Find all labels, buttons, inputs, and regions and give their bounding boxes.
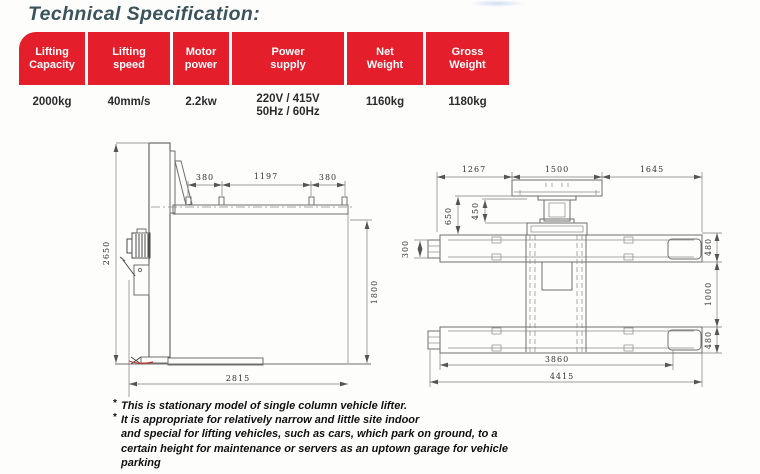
header-label: Weight bbox=[366, 58, 404, 71]
header-label: Net bbox=[376, 45, 394, 58]
header-label: Motor bbox=[185, 45, 217, 58]
dim-ramp: 300 bbox=[401, 239, 410, 259]
dim-offset-b: 450 bbox=[471, 201, 480, 221]
dim-stop-right: 380 bbox=[318, 173, 338, 182]
value-label: 40mm/s bbox=[107, 96, 151, 108]
note-line bbox=[113, 456, 508, 470]
note-text: and special for lifting vehicles, such as cars, which park on ground, to a bbox=[121, 428, 498, 441]
header-label: Weight bbox=[449, 58, 486, 71]
note-text: parking bbox=[121, 456, 161, 469]
note-line bbox=[113, 427, 508, 441]
dim-inner-length: 3860 bbox=[544, 355, 570, 364]
dim-overall-length: 4415 bbox=[549, 372, 575, 381]
header-label: Capacity bbox=[29, 58, 75, 71]
header-label: Gross bbox=[451, 45, 484, 58]
note-line bbox=[113, 413, 508, 427]
dim-rail-width-top: 480 bbox=[704, 237, 713, 257]
dim-stop-mid: 1197 bbox=[253, 172, 279, 181]
header-label: Lifting bbox=[35, 45, 69, 58]
page-title: Technical Specification: bbox=[28, 3, 261, 25]
header-label: Power bbox=[271, 45, 305, 58]
dim-rail-gap: 1000 bbox=[704, 281, 713, 307]
dim-front: 1267 bbox=[461, 165, 487, 174]
note-text: certain height for maintenance or servers as an uptown garage for vehicle bbox=[121, 442, 508, 455]
header-label: Lifting bbox=[112, 45, 146, 58]
dim-base-length: 2815 bbox=[225, 374, 251, 383]
dim-rail-width-bottom: 480 bbox=[704, 330, 713, 350]
header-label: power bbox=[184, 58, 218, 71]
top-view-drawing bbox=[401, 165, 722, 387]
value-label: 2.2kw bbox=[185, 96, 217, 108]
dim-offset-a: 650 bbox=[444, 206, 453, 226]
value-label: 220V / 415V bbox=[256, 93, 320, 105]
header-label: speed bbox=[113, 58, 145, 71]
dim-total-height: 2650 bbox=[102, 240, 111, 266]
header-label: supply bbox=[270, 58, 306, 71]
value-label: 1180kg bbox=[448, 96, 487, 108]
note-text: It is appropriate for relatively narrow and little site indoor bbox=[121, 414, 420, 427]
value-label: 50Hz / 60Hz bbox=[256, 106, 320, 118]
side-view-drawing bbox=[102, 143, 379, 397]
value-label: 1160kg bbox=[365, 96, 405, 108]
note-line bbox=[113, 442, 508, 456]
dim-plate: 1500 bbox=[544, 165, 570, 174]
note-bullet: * bbox=[113, 412, 117, 424]
dim-rear: 1645 bbox=[639, 165, 665, 174]
dim-lift-height: 1800 bbox=[370, 279, 379, 305]
notes bbox=[113, 399, 508, 470]
dim-stop-left: 380 bbox=[195, 173, 215, 182]
note-text: This is stationary model of single column vehicle lifter. bbox=[121, 400, 408, 412]
note-line bbox=[113, 399, 508, 413]
value-label: 2000kg bbox=[32, 96, 72, 108]
note-bullet: * bbox=[113, 398, 117, 409]
